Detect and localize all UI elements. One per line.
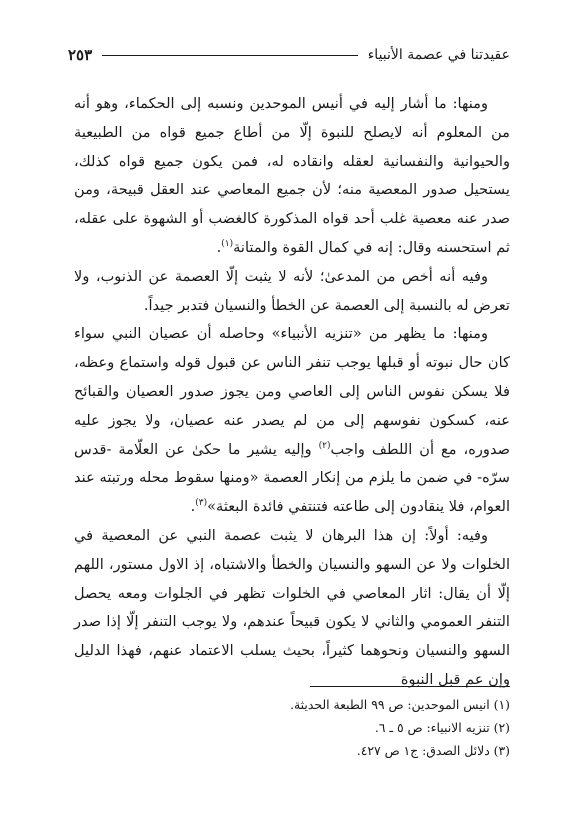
paragraph: وفيه: أولاً: إن هذا البرهان لا يثبت عصمة النبي عن المعصية في الخلوات ولا عن السهو والنسيان والخطأ والاشتباه، إذ الاول مستور، اللهم إلّا أن يقال: اثار المعاصي في الخلوات تظهر في الجلوات ومعه يحصل التنفر العمومي والثاني لا يكون قبيحاً عندهم، ولا يوجب التنفر إلّا إذا صدر السهو والنسيان ونحوهما كثيراً، بحيث يسلب الاعتماد عنهم، فهذا الدليل وإن عم قبل النبوة bbox=[74, 526, 510, 688]
paragraph: وفيه أنه أخص من المدعىٰ؛ لأنه لا يثبت إلّا العصمة عن الذنوب، ولا تعرض له بالنسبة إلى العصمة عن الخطأ والنسيان فتدبر جيداً. bbox=[74, 267, 510, 314]
footnote-ref: (٣) bbox=[195, 498, 208, 509]
header-rule bbox=[102, 55, 358, 56]
main-text bbox=[74, 90, 510, 695]
paragraph: ومنها: ما يظهر من «تنزيه الأنبياء» وحاصله أن عصيان النبي سواء كان حال نبوته أو قبلها يوجب تنفر الناس عن قبول قوله واستماع وعظه، فلا يسكن نفوس الناس إلى العاصي ومن يجوز صدور العصيان والقبائح عنه، كسكون نفوسهم إلى من لم يصدر عنه عصيان، ولا يجوز عليه صدوره، مع أن اللطف واجب$^{(٢)}$ وإليه يشير ما حكىٰ عن العلّامة -قدس سرّه- في ضمن ما يلزم من إنكار العصمة «ومنها سقوط محله ورتبته عند العوام، فلا ينقادون إلى طاعته فتنتفي فائدة البعثة»$^{(٣)}$. bbox=[74, 325, 511, 516]
footnote-separator bbox=[310, 686, 510, 687]
running-header bbox=[68, 40, 510, 70]
paragraph: ومنها: ما أشار إليه في أنيس الموحدين ونسبه إلى الحكماء، وهو أنه من المعلوم أنه لايصلح للنبوة إلّا من أطاع جميع قواه من الطبيعية والحيوانية والنفسانية لعقله وانقاده له، فمن يكون جميع قواه كذلك، يستحيل صدور المعصية منه؛ لأن جميع المعاصي عند العقل قبيحة، ومن صدر عنه معصية غلب أحد قواه المذكورة كالغضب أو الشهوة على عقله، ثم استحسنه وقال: إنه في كمال القوة والمتانة$^{(١)}$. bbox=[74, 95, 510, 256]
footnotes bbox=[74, 686, 510, 762]
page-number: ٢٥٣ bbox=[68, 46, 93, 64]
footnote: (٣) دلائل الصدق: ج١ ص ٤٢٧. bbox=[356, 743, 510, 758]
footnote: (٢) تنزيه الانبياء: ص ٥ ـ ٦. bbox=[374, 720, 510, 735]
running-title: عقيدتنا في عصمة الأنبياء bbox=[367, 47, 510, 63]
footnote: (١) انيس الموحدين: ص ٩٩ الطبعة الحديثة. bbox=[290, 697, 510, 712]
footnote-ref: (٢) bbox=[318, 440, 331, 451]
footnote-ref: (١) bbox=[221, 239, 234, 250]
